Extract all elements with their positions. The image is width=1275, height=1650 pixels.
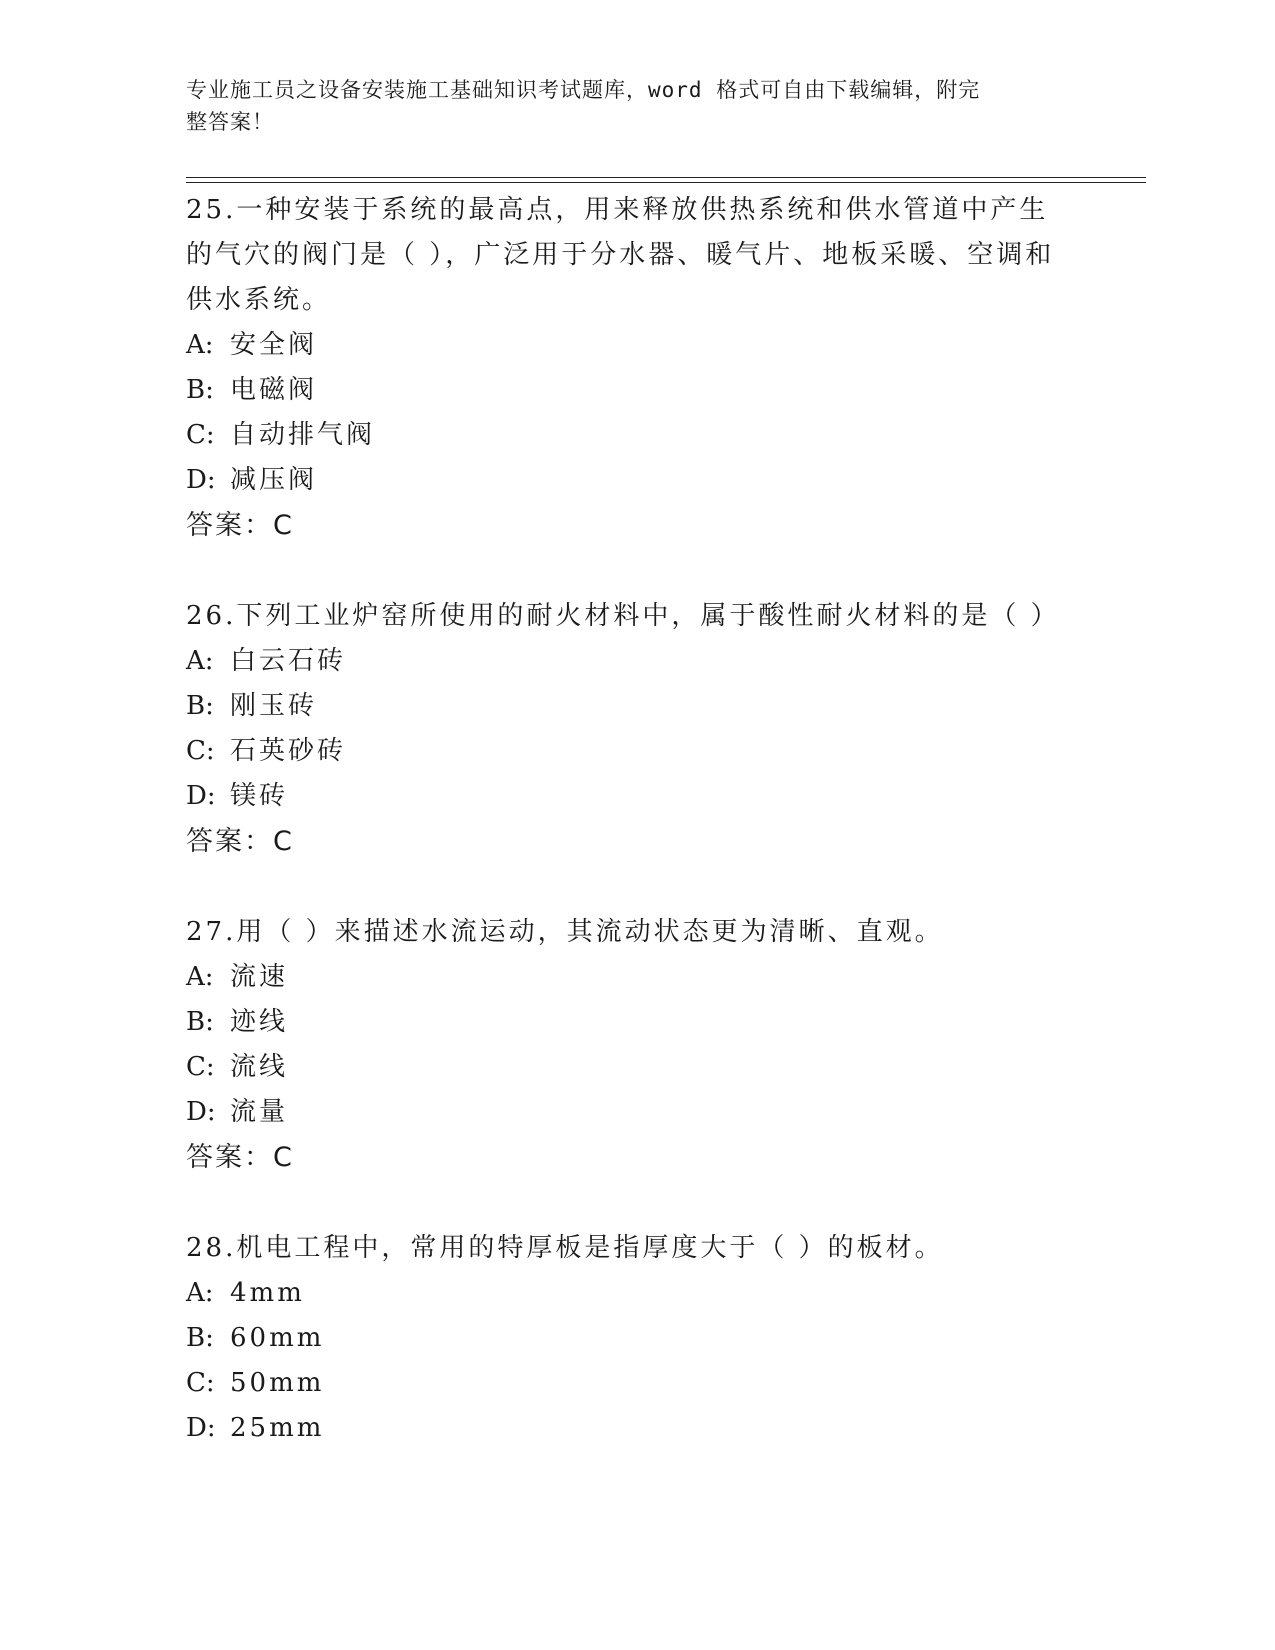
option-key: D: — [186, 465, 216, 495]
option-text: 4mm — [230, 1278, 305, 1308]
option-text: 流速 — [230, 962, 289, 992]
option-key: A: — [186, 330, 214, 360]
option-key: D: — [186, 1413, 216, 1443]
option-key: A: — [186, 1278, 214, 1308]
option-key: A: — [186, 962, 214, 992]
header-divider-bottom — [186, 182, 1146, 183]
option-text: 镁砖 — [230, 781, 289, 811]
option-text: 安全阀 — [230, 330, 318, 360]
option-b — [186, 1316, 1066, 1361]
option-text: 白云石砖 — [230, 646, 347, 676]
option-key: D: — [186, 1097, 216, 1127]
option-key: B: — [186, 1007, 214, 1037]
option-text: 迹线 — [230, 1007, 289, 1037]
document-header — [186, 74, 1066, 138]
answer-line: 答案：C — [186, 826, 294, 857]
option-key: B: — [186, 691, 214, 721]
option-a — [186, 639, 1066, 684]
option-c — [186, 1361, 1066, 1406]
answer-line: 答案：C — [186, 1142, 294, 1173]
option-key: B: — [186, 1323, 214, 1353]
option-b — [186, 684, 1066, 729]
option-d — [186, 1406, 1066, 1451]
option-a — [186, 1271, 1066, 1316]
header-divider-top — [186, 177, 1146, 178]
option-d — [186, 1090, 1066, 1135]
option-key: C: — [186, 420, 215, 450]
option-c — [186, 413, 1066, 458]
option-text: 25mm — [230, 1413, 325, 1443]
option-a — [186, 323, 1066, 368]
option-text: 刚玉砖 — [230, 691, 318, 721]
option-text: 60mm — [230, 1323, 325, 1353]
option-text: 自动排气阀 — [230, 420, 376, 450]
question-25 — [186, 188, 1066, 548]
option-key: C: — [186, 1052, 215, 1082]
option-c — [186, 1045, 1066, 1090]
question-28 — [186, 1226, 1066, 1451]
option-b — [186, 368, 1066, 413]
option-b — [186, 1000, 1066, 1045]
question-stem: 28.机电工程中，常用的特厚板是指厚度大于（ ）的板材。 — [186, 1233, 944, 1263]
option-text: 50mm — [230, 1368, 325, 1398]
header-line-1: 专业施工员之设备安装施工基础知识考试题库，word 格式可自由下载编辑，附完 — [186, 78, 981, 102]
option-a — [186, 955, 1066, 1000]
header-line-2: 整答案！ — [186, 110, 274, 134]
option-text: 减压阀 — [230, 465, 318, 495]
question-stem: 26.下列工业炉窑所使用的耐火材料中，属于酸性耐火材料的是（ ） — [186, 601, 1060, 631]
option-c — [186, 729, 1066, 774]
option-d — [186, 774, 1066, 819]
option-text: 流量 — [230, 1097, 289, 1127]
option-key: C: — [186, 736, 215, 766]
question-26 — [186, 594, 1066, 864]
question-stem: 27.用（ ）来描述水流运动，其流动状态更为清晰、直观。 — [186, 917, 944, 947]
option-key: D: — [186, 781, 216, 811]
option-key: C: — [186, 1368, 215, 1398]
question-27 — [186, 910, 1066, 1180]
answer-line: 答案：C — [186, 510, 294, 541]
option-text: 石英砂砖 — [230, 736, 347, 766]
option-text: 流线 — [230, 1052, 289, 1082]
option-key: B: — [186, 375, 214, 405]
option-d — [186, 458, 1066, 503]
question-stem: 25.一种安装于系统的最高点，用来释放供热系统和供水管道中产生的气穴的阀门是（ ），广泛用于分水器、暖气片、地板采暖、空调和供水系统。 — [186, 195, 1055, 315]
option-key: A: — [186, 646, 214, 676]
option-text: 电磁阀 — [230, 375, 318, 405]
